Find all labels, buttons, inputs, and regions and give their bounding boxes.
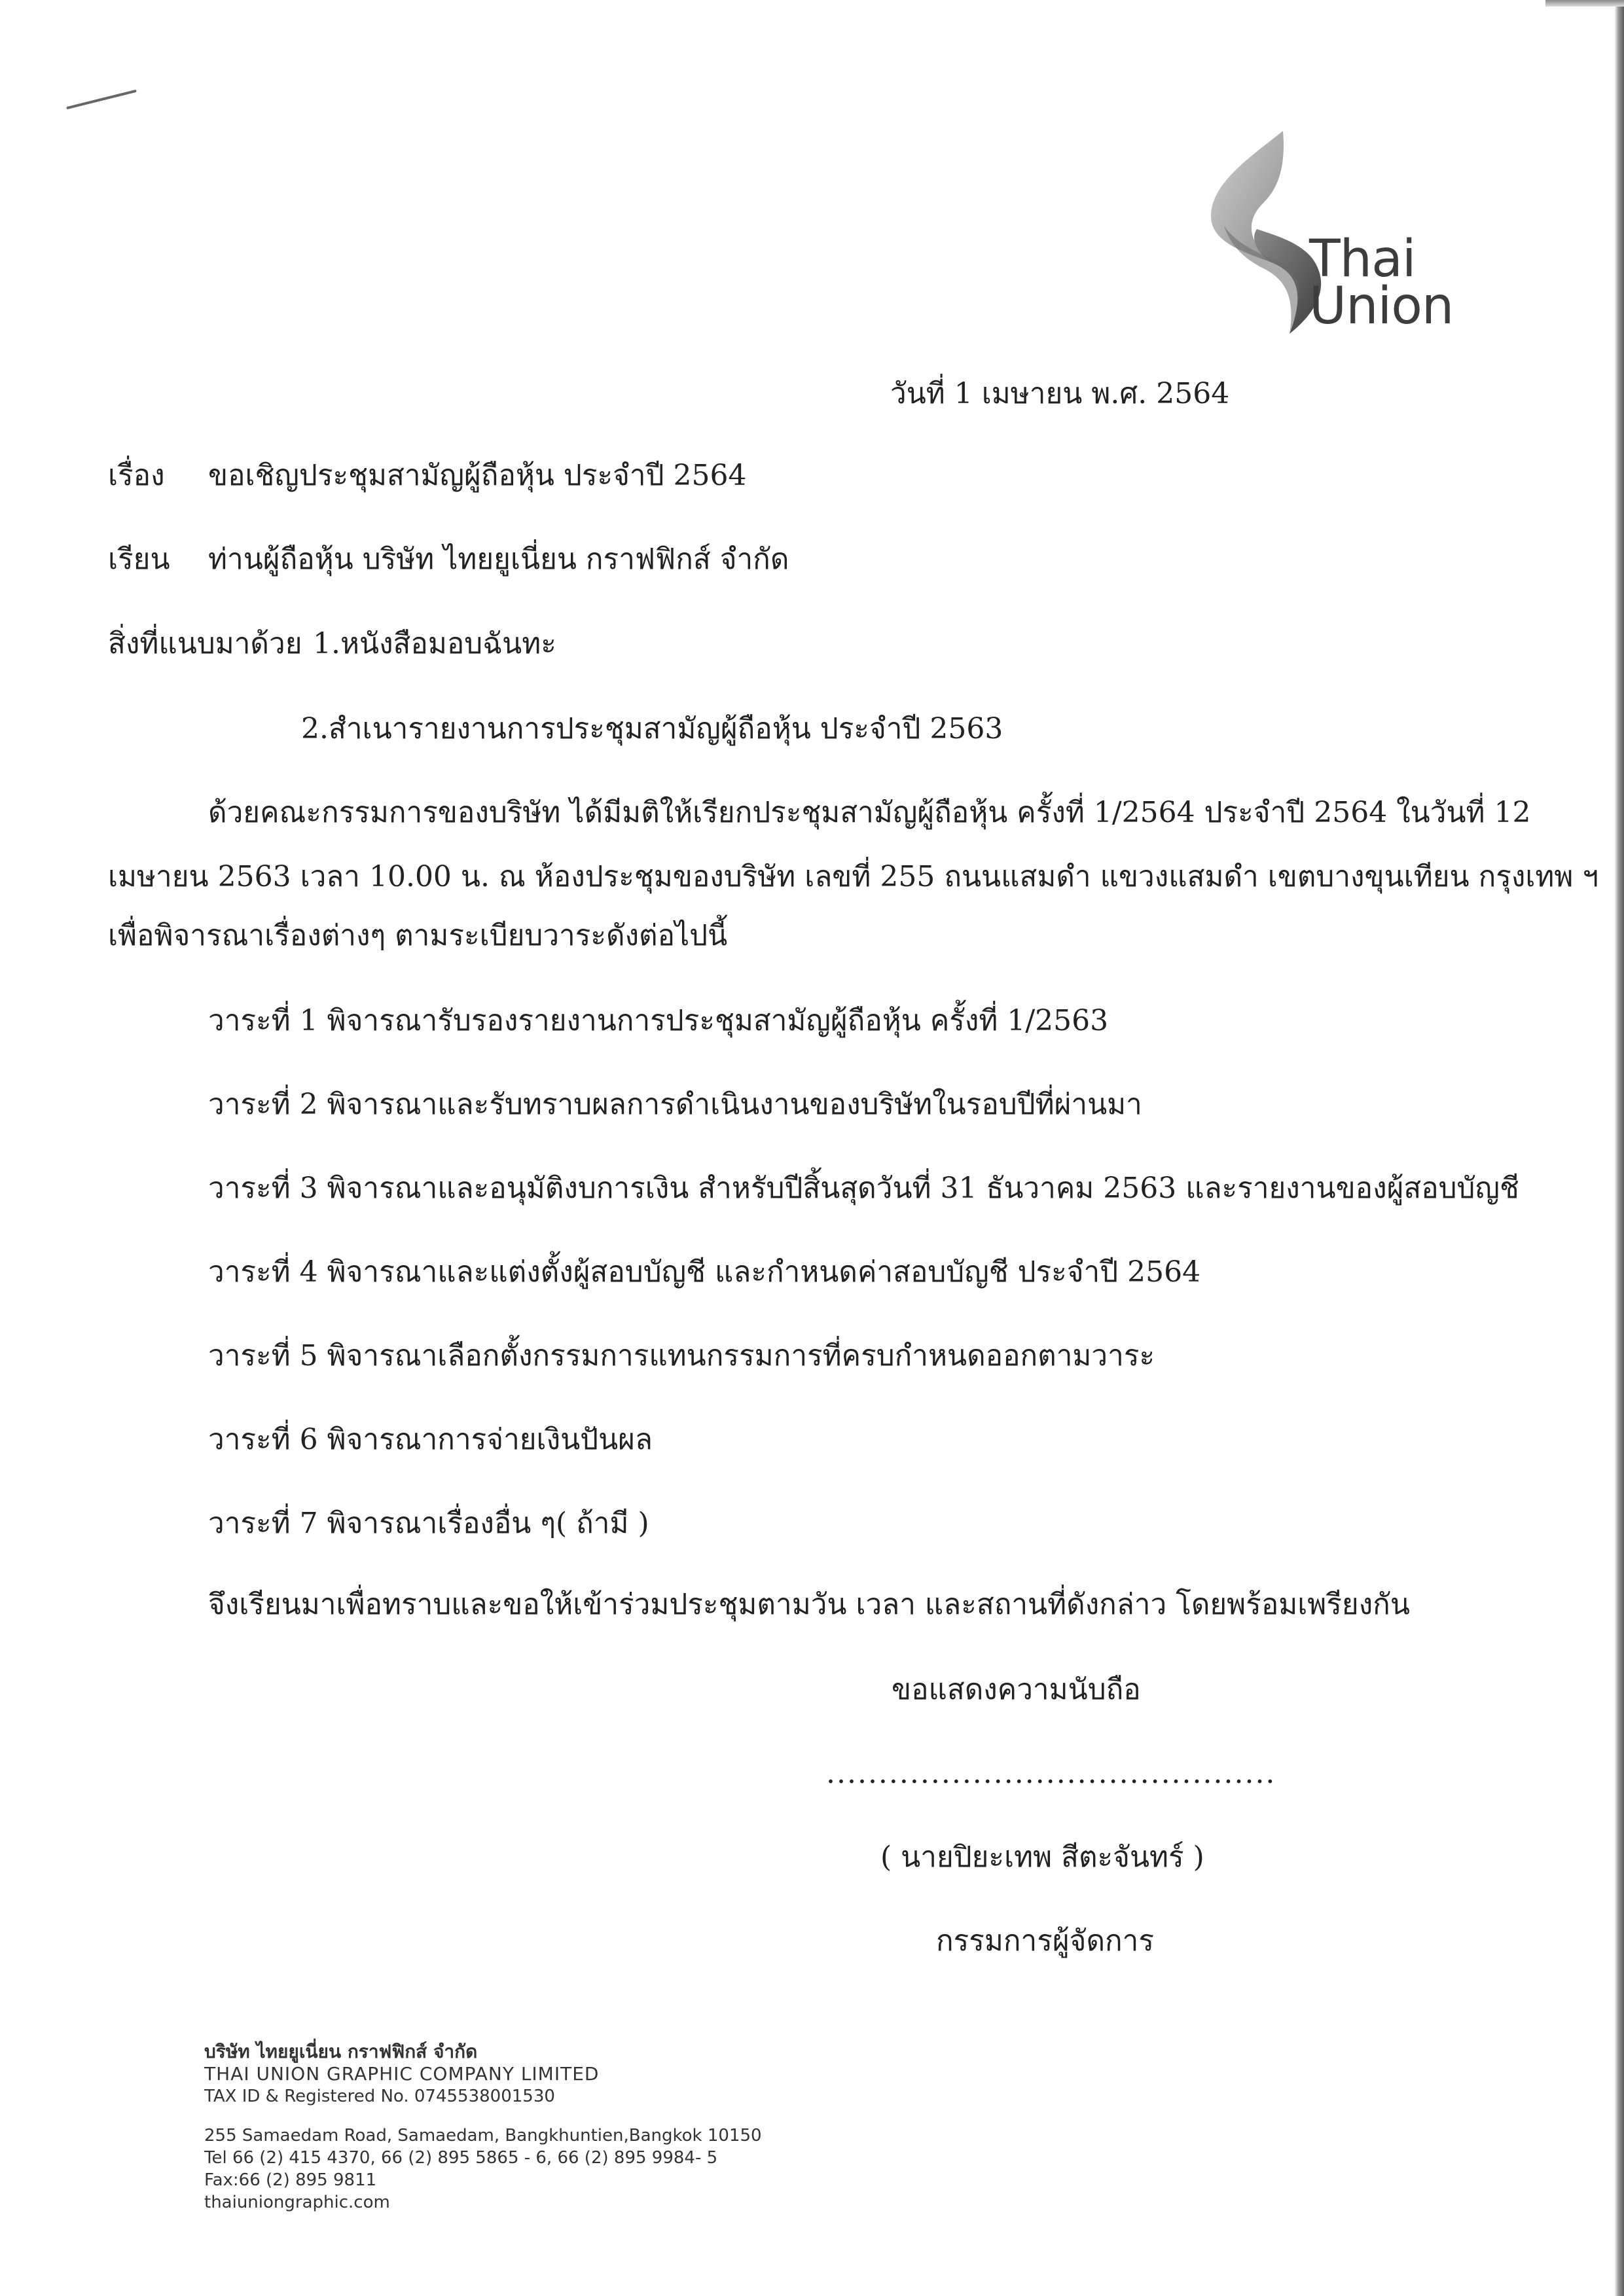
body-line-1: ด้วยคณะกรรมการของบริษัท ได้มีมติให้เรียกประชุมสามัญผู้ถือหุ้น ครั้งที่ 1/2564 ประจำปี 2564 ในวันที่ 12 <box>208 796 1531 829</box>
agenda-item: วาระที่ 5 พิจารณาเลือกตั้งกรรมการแทนกรรมการที่ครบกำหนดออกตามวาระ <box>208 1339 1155 1372</box>
signature-line: ........................................... <box>826 1757 1276 1790</box>
footer-fax: Fax:66 (2) 895 9811 <box>204 2170 377 2190</box>
regards-text: ขอแสดงความนับถือ <box>892 1673 1141 1706</box>
agenda-item: วาระที่ 4 พิจารณาและแต่งตั้งผู้สอบบัญชี และกำหนดค่าสอบบัญชี ประจำปี 2564 <box>208 1255 1201 1289</box>
footer-company-english: THAI UNION GRAPHIC COMPANY LIMITED <box>204 2063 600 2085</box>
logo-wordmark <box>1309 230 1454 336</box>
letter-date: วันที่ 1 เมษายน พ.ศ. 2564 <box>890 377 1230 410</box>
signatory-title: กรรมการผู้จัดการ <box>936 1924 1155 1958</box>
footer-tax-id: TAX ID & Registered No. 0745538001530 <box>204 2087 555 2106</box>
recipient-value: ท่านผู้ถือหุ้น บริษัท ไทยยูเนี่ยน กราฟฟิกส์ จำกัด <box>208 543 789 576</box>
footer-company-thai: บริษัท ไทยยูเนี่ยน กราฟฟิกส์ จำกัด <box>204 2041 478 2062</box>
subject-label: เรื่อง <box>108 459 165 492</box>
agenda-item: วาระที่ 6 พิจารณาการจ่ายเงินปันผล <box>208 1423 653 1456</box>
agenda-item: วาระที่ 3 พิจารณาและอนุมัติงบการเงิน สำหรับปีสิ้นสุดวันที่ 31 ธันวาคม 2563 และรายงานของผู้สอบบัญชี <box>208 1172 1519 1205</box>
attachment-item: 1.หนังสือมอบฉันทะ <box>313 627 556 660</box>
recipient-label: เรียน <box>108 543 170 576</box>
footer-address: 255 Samaedam Road, Samaedam, Bangkhuntien,Bangkok 10150 <box>204 2126 762 2145</box>
body-line-2: เมษายน 2563 เวลา 10.00 น. ณ ห้องประชุมของบริษัท เลขที่ 255 ถนนแสมดำ แขวงแสมดำ เขตบางขุนเทียน กรุงเทพ ฯ <box>108 860 1599 893</box>
attachment-item: 2.สำเนารายงานการประชุมสามัญผู้ถือหุ้น ประจำปี 2563 <box>301 712 1003 745</box>
attachments-label: สิ่งที่แนบมาด้วย <box>108 627 302 660</box>
agenda-item: วาระที่ 7 พิจารณาเรื่องอื่น ๆ( ถ้ามี ) <box>208 1507 649 1540</box>
footer-spacer <box>204 2108 762 2125</box>
agenda-item: วาระที่ 2 พิจารณาและรับทราบผลการดำเนินงานของบริษัทในรอบปีที่ผ่านมา <box>208 1088 1142 1121</box>
company-footer <box>204 2041 762 2214</box>
logo-wordmark-line1: Thai <box>1309 230 1416 289</box>
signatory-name: ( นายปิยะเทพ สีตะจันทร์ ) <box>880 1840 1204 1874</box>
agenda-item: วาระที่ 1 พิจารณารับรองรายงานการประชุมสามัญผู้ถือหุ้น ครั้งที่ 1/2563 <box>208 1004 1109 1037</box>
footer-tel: Tel 66 (2) 415 4370, 66 (2) 895 5865 - 6, 66 (2) 895 9984- 5 <box>204 2148 718 2168</box>
scan-edge-top-shadow <box>1545 0 1624 7</box>
footer-website[interactable]: thaiuniongraphic.com <box>204 2193 390 2212</box>
subject-value: ขอเชิญประชุมสามัญผู้ถือหุ้น ประจำปี 2564 <box>208 459 747 492</box>
closing-sentence: จึงเรียนมาเพื่อทราบและขอให้เข้าร่วมประชุมตามวัน เวลา และสถานที่ดังกล่าว โดยพร้อมเพรียงกัน <box>208 1588 1410 1621</box>
logo-wordmark-line2: Union <box>1309 277 1454 336</box>
stray-pen-mark <box>66 90 137 109</box>
body-line-3: เพื่อพิจารณาเรื่องต่างๆ ตามระเบียบวาระดังต่อไปนี้ <box>108 919 728 952</box>
scan-edge-shadow <box>1615 0 1624 2296</box>
